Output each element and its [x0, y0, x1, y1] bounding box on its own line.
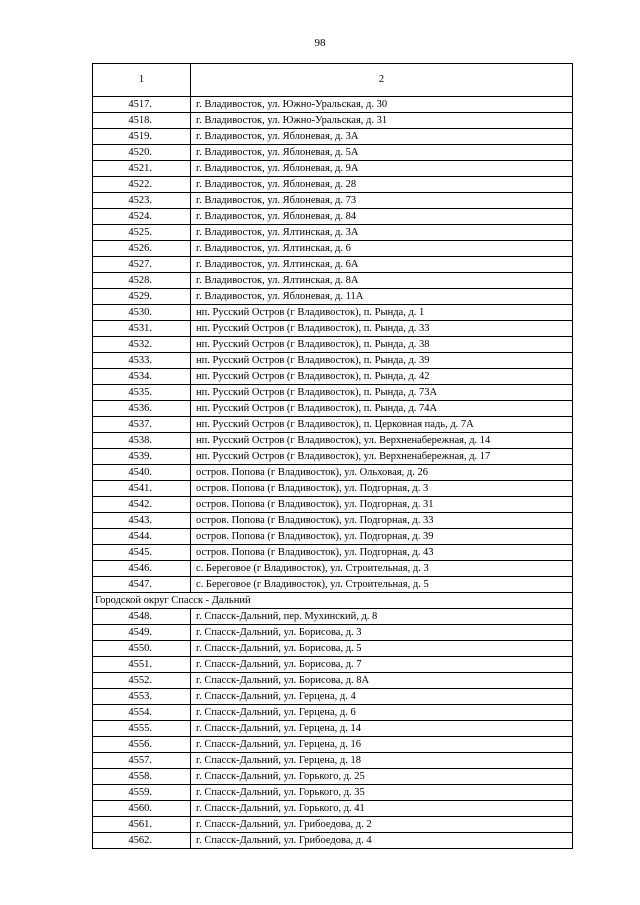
table-row	[93, 689, 573, 705]
row-address: г. Спасск-Дальний, ул. Горького, д. 25	[191, 769, 573, 785]
row-address: с. Береговое (г Владивосток), ул. Строительная, д. 5	[191, 577, 573, 593]
row-number: 4517.	[93, 97, 191, 113]
table-row	[93, 657, 573, 673]
row-address: нп. Русский Остров (г Владивосток), п. Рында, д. 39	[191, 353, 573, 369]
header-row	[93, 64, 573, 97]
row-number: 4532.	[93, 337, 191, 353]
row-number: 4554.	[93, 705, 191, 721]
table-row	[93, 785, 573, 801]
row-number: 4538.	[93, 433, 191, 449]
table-row	[93, 369, 573, 385]
row-number: 4527.	[93, 257, 191, 273]
row-address: г. Спасск-Дальний, ул. Герцена, д. 18	[191, 753, 573, 769]
row-number: 4556.	[93, 737, 191, 753]
row-address: г. Владивосток, ул. Яблоневая, д. 11А	[191, 289, 573, 305]
row-number: 4553.	[93, 689, 191, 705]
row-address: нп. Русский Остров (г Владивосток), п. Церковная падь, д. 7А	[191, 417, 573, 433]
row-number: 4534.	[93, 369, 191, 385]
table-row	[93, 529, 573, 545]
table-row	[93, 753, 573, 769]
table-row	[93, 641, 573, 657]
row-address: г. Спасск-Дальний, ул. Борисова, д. 7	[191, 657, 573, 673]
row-address: г. Спасск-Дальний, ул. Герцена, д. 14	[191, 721, 573, 737]
row-address: нп. Русский Остров (г Владивосток), п. Рында, д. 42	[191, 369, 573, 385]
row-number: 4561.	[93, 817, 191, 833]
row-address: г. Спасск-Дальний, ул. Герцена, д. 16	[191, 737, 573, 753]
row-number: 4533.	[93, 353, 191, 369]
row-address: нп. Русский Остров (г Владивосток), п. Рында, д. 73А	[191, 385, 573, 401]
row-number: 4537.	[93, 417, 191, 433]
row-address: г. Спасск-Дальний, ул. Горького, д. 35	[191, 785, 573, 801]
row-address: г. Владивосток, ул. Южно-Уральская, д. 31	[191, 113, 573, 129]
row-address: г. Владивосток, ул. Ялтинская, д. 3А	[191, 225, 573, 241]
row-number: 4519.	[93, 129, 191, 145]
row-address: остров. Попова (г Владивосток), ул. Подгорная, д. 3	[191, 481, 573, 497]
row-number: 4559.	[93, 785, 191, 801]
row-address: г. Спасск-Дальний, ул. Грибоедова, д. 2	[191, 817, 573, 833]
row-number: 4529.	[93, 289, 191, 305]
row-address: г. Спасск-Дальний, ул. Борисова, д. 8А	[191, 673, 573, 689]
column-header-address: 2	[191, 64, 573, 97]
table-row	[93, 177, 573, 193]
row-number: 4544.	[93, 529, 191, 545]
row-address: г. Владивосток, ул. Яблоневая, д. 28	[191, 177, 573, 193]
row-address: остров. Попова (г Владивосток), ул. Подгорная, д. 33	[191, 513, 573, 529]
row-address: г. Спасск-Дальний, ул. Герцена, д. 4	[191, 689, 573, 705]
row-address: г. Владивосток, ул. Южно-Уральская, д. 30	[191, 97, 573, 113]
table-row	[93, 417, 573, 433]
row-number: 4530.	[93, 305, 191, 321]
row-number: 4525.	[93, 225, 191, 241]
row-number: 4549.	[93, 625, 191, 641]
table-row	[93, 193, 573, 209]
row-address: нп. Русский Остров (г Владивосток), п. Рында, д. 74А	[191, 401, 573, 417]
row-address: остров. Попова (г Владивосток), ул. Ольховая, д. 26	[191, 465, 573, 481]
address-table	[92, 63, 573, 849]
table-row	[93, 289, 573, 305]
row-number: 4543.	[93, 513, 191, 529]
table-row	[93, 321, 573, 337]
table-row	[93, 801, 573, 817]
table-row	[93, 817, 573, 833]
table-row	[93, 545, 573, 561]
table-header	[93, 64, 573, 97]
row-address: г. Владивосток, ул. Яблоневая, д. 3А	[191, 129, 573, 145]
row-number: 4520.	[93, 145, 191, 161]
table-row	[93, 337, 573, 353]
row-number: 4555.	[93, 721, 191, 737]
row-number: 4550.	[93, 641, 191, 657]
row-address: г. Спасск-Дальний, ул. Горького, д. 41	[191, 801, 573, 817]
table-row	[93, 497, 573, 513]
row-number: 4526.	[93, 241, 191, 257]
row-number: 4545.	[93, 545, 191, 561]
row-address: с. Береговое (г Владивосток), ул. Строительная, д. 3	[191, 561, 573, 577]
row-number: 4551.	[93, 657, 191, 673]
table-row	[93, 673, 573, 689]
row-address: нп. Русский Остров (г Владивосток), ул. Верхненабережная, д. 14	[191, 433, 573, 449]
row-address: г. Владивосток, ул. Яблоневая, д. 9А	[191, 161, 573, 177]
row-address: г. Владивосток, ул. Ялтинская, д. 6	[191, 241, 573, 257]
row-number: 4547.	[93, 577, 191, 593]
table-row	[93, 465, 573, 481]
table-row	[93, 401, 573, 417]
row-address: г. Владивосток, ул. Ялтинская, д. 6А	[191, 257, 573, 273]
row-address: остров. Попова (г Владивосток), ул. Подгорная, д. 39	[191, 529, 573, 545]
row-number: 4522.	[93, 177, 191, 193]
section-row	[93, 593, 573, 609]
row-address: нп. Русский Остров (г Владивосток), п. Рында, д. 33	[191, 321, 573, 337]
row-address: г. Спасск-Дальний, ул. Герцена, д. 6	[191, 705, 573, 721]
table-row	[93, 609, 573, 625]
section-label: Городской округ Спасск - Дальний	[93, 593, 573, 609]
table-row	[93, 721, 573, 737]
row-address: нп. Русский Остров (г Владивосток), ул. Верхненабережная, д. 17	[191, 449, 573, 465]
table-row	[93, 129, 573, 145]
row-address: нп. Русский Остров (г Владивосток), п. Рында, д. 38	[191, 337, 573, 353]
table-row	[93, 305, 573, 321]
table-row	[93, 209, 573, 225]
row-number: 4521.	[93, 161, 191, 177]
table-row	[93, 145, 573, 161]
row-number: 4539.	[93, 449, 191, 465]
table-row	[93, 705, 573, 721]
table-row	[93, 737, 573, 753]
row-number: 4535.	[93, 385, 191, 401]
row-number: 4518.	[93, 113, 191, 129]
row-number: 4541.	[93, 481, 191, 497]
row-number: 4531.	[93, 321, 191, 337]
row-address: нп. Русский Остров (г Владивосток), п. Рында, д. 1	[191, 305, 573, 321]
row-address: г. Владивосток, ул. Яблоневая, д. 5А	[191, 145, 573, 161]
table-row	[93, 449, 573, 465]
table-row	[93, 833, 573, 849]
row-number: 4552.	[93, 673, 191, 689]
table-row	[93, 241, 573, 257]
row-address: г. Спасск-Дальний, ул. Грибоедова, д. 4	[191, 833, 573, 849]
row-address: г. Спасск-Дальний, пер. Мухинский, д. 8	[191, 609, 573, 625]
table-row	[93, 577, 573, 593]
table-row	[93, 769, 573, 785]
row-address: г. Спасск-Дальний, ул. Борисова, д. 5	[191, 641, 573, 657]
row-number: 4540.	[93, 465, 191, 481]
column-header-number: 1	[93, 64, 191, 97]
table-row	[93, 561, 573, 577]
table-row	[93, 481, 573, 497]
row-number: 4524.	[93, 209, 191, 225]
row-number: 4560.	[93, 801, 191, 817]
table-row	[93, 385, 573, 401]
table-row	[93, 513, 573, 529]
page-number: 98	[314, 37, 326, 49]
row-number: 4542.	[93, 497, 191, 513]
row-number: 4528.	[93, 273, 191, 289]
row-number: 4557.	[93, 753, 191, 769]
row-number: 4562.	[93, 833, 191, 849]
row-address: г. Владивосток, ул. Яблоневая, д. 73	[191, 193, 573, 209]
table-body	[93, 97, 573, 849]
row-address: остров. Попова (г Владивосток), ул. Подгорная, д. 31	[191, 497, 573, 513]
row-number: 4558.	[93, 769, 191, 785]
row-address: остров. Попова (г Владивосток), ул. Подгорная, д. 43	[191, 545, 573, 561]
table-row	[93, 353, 573, 369]
row-address: г. Владивосток, ул. Яблоневая, д. 84	[191, 209, 573, 225]
table-row	[93, 433, 573, 449]
table-row	[93, 625, 573, 641]
row-address: г. Владивосток, ул. Ялтинская, д. 8А	[191, 273, 573, 289]
table-row	[93, 97, 573, 113]
table-row	[93, 113, 573, 129]
row-number: 4546.	[93, 561, 191, 577]
row-number: 4536.	[93, 401, 191, 417]
table-row	[93, 161, 573, 177]
table-row	[93, 225, 573, 241]
row-number: 4548.	[93, 609, 191, 625]
table-row	[93, 273, 573, 289]
row-address: г. Спасск-Дальний, ул. Борисова, д. 3	[191, 625, 573, 641]
row-number: 4523.	[93, 193, 191, 209]
table-row	[93, 257, 573, 273]
